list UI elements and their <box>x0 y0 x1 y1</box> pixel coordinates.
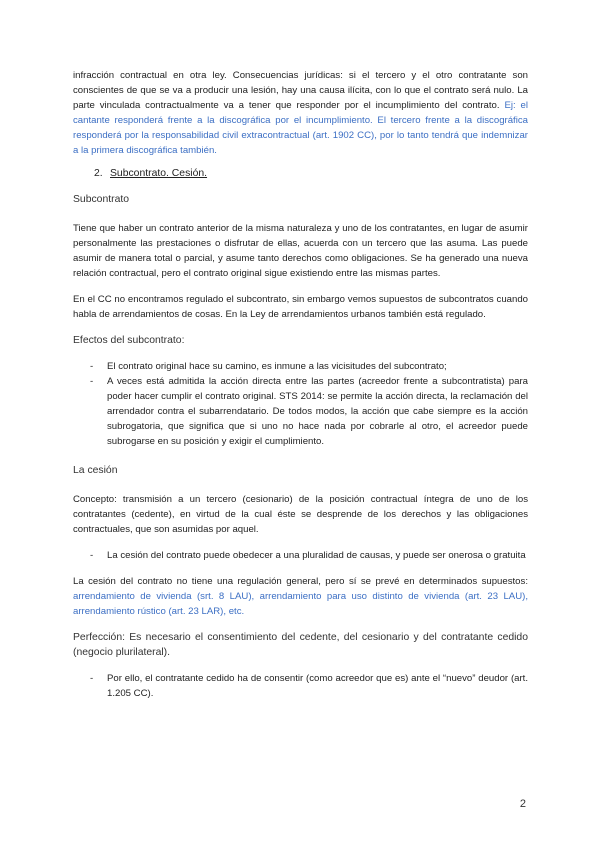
cesion-perfection: Perfección: Es necesario el consentimiento del cedente, del cesionario y del contratante cedido (negocio plurilateral). <box>73 632 528 658</box>
intro-paragraph <box>73 68 528 158</box>
subcontrato-paragraph-1: Tiene que haber un contrato anterior de la misma naturaleza y uno de los contratantes, en lugar de asumir personalmente las prestaciones o disfrutar de ellas, acuerda con un tercero que las asuma. Las puede asumir de manera total o parcial, y asume tanto derechos como obligaciones. Se ha generado una nueva relación contractual, pero el contrato original sigue existiendo entre las mismas partes. <box>73 223 528 279</box>
cesion-concept: Concepto: transmisión a un tercero (cesionario) de la posición contractual íntegra de uno de los contratantes (cedente), en virtud de la cual éste se desprende de los derechos y las obligaciones contractuales, que son asumidas por aquel. <box>73 494 528 535</box>
effects-list <box>73 359 528 449</box>
cesion-list-2 <box>73 671 528 701</box>
cesion-regulation: La cesión del contrato no tiene una regulación general, pero sí se prevé en determinados supuestos: <box>73 576 528 587</box>
section-number: 2. <box>94 168 103 179</box>
cesion-regulation-cases: arrendamiento de vivienda (srt. 8 LAU), arrendamiento para uso distinto de vivienda (art. 23 LAU), arrendamiento rústico (art. 23 LAR), etc. <box>73 591 528 617</box>
list-item: - El contrato original hace su camino, es inmune a las vicisitudes del subcontrato; <box>107 359 528 374</box>
cesion-regulation-paragraph <box>73 574 528 619</box>
cesion-heading: La cesión <box>73 465 118 476</box>
page-number: 2 <box>519 798 526 810</box>
list-item: - Por ello, el contratante cedido ha de consentir (como acreedor que es) ante el “nuevo” deudor (art. 1.205 CC). <box>107 671 528 701</box>
subcontrato-paragraph-2: En el CC no encontramos regulado el subcontrato, sin embargo vemos supuestos de subcontratos cuando habla de arrendamientos de cosas. En la Ley de arrendamientos urbanos también está regulado. <box>73 294 528 320</box>
document-page <box>73 68 528 701</box>
section-heading <box>73 166 528 181</box>
list-item: - La cesión del contrato puede obedecer a una pluralidad de causas, y puede ser onerosa o gratuita <box>107 548 528 563</box>
list-item: - A veces está admitida la acción directa entre las partes (acreedor frente a subcontratista) para poder hacer cumplir el contrato original. STS 2014: se permite la acción directa, la reclamación del arrendador contra el subarrendatario. De todos modos, la acción que cabe siempre es la acción subrogatoria, que significa que si uno no hace nada por cobrarle al otro, el acreedor puede subrogarse en su posición y exigir el cumplimiento. <box>107 374 528 449</box>
section-title: Subcontrato. Cesión. <box>110 168 208 179</box>
intro-text: infracción contractual en otra ley. Consecuencias jurídicas: si el tercero y el otro contratante son conscientes de que se va a producir una lesión, hay una causa ilícita, con lo que el contrato será nulo. La parte vinculada contractualmente va a tener que responder por el incumplimiento del contrato. <box>73 70 528 111</box>
effects-heading: Efectos del subcontrato: <box>73 335 185 346</box>
cesion-list-1 <box>73 548 528 563</box>
subcontrato-heading: Subcontrato <box>73 194 130 205</box>
intro-example: Ej: el cantante responderá frente a la discográfica por el incumplimiento. El tercero frente a la discográfica responderá por la responsabilidad civil extracontractual (art. 1902 CC), por lo tanto tendrá que indemnizar a la primera discográfica también. <box>73 100 528 156</box>
